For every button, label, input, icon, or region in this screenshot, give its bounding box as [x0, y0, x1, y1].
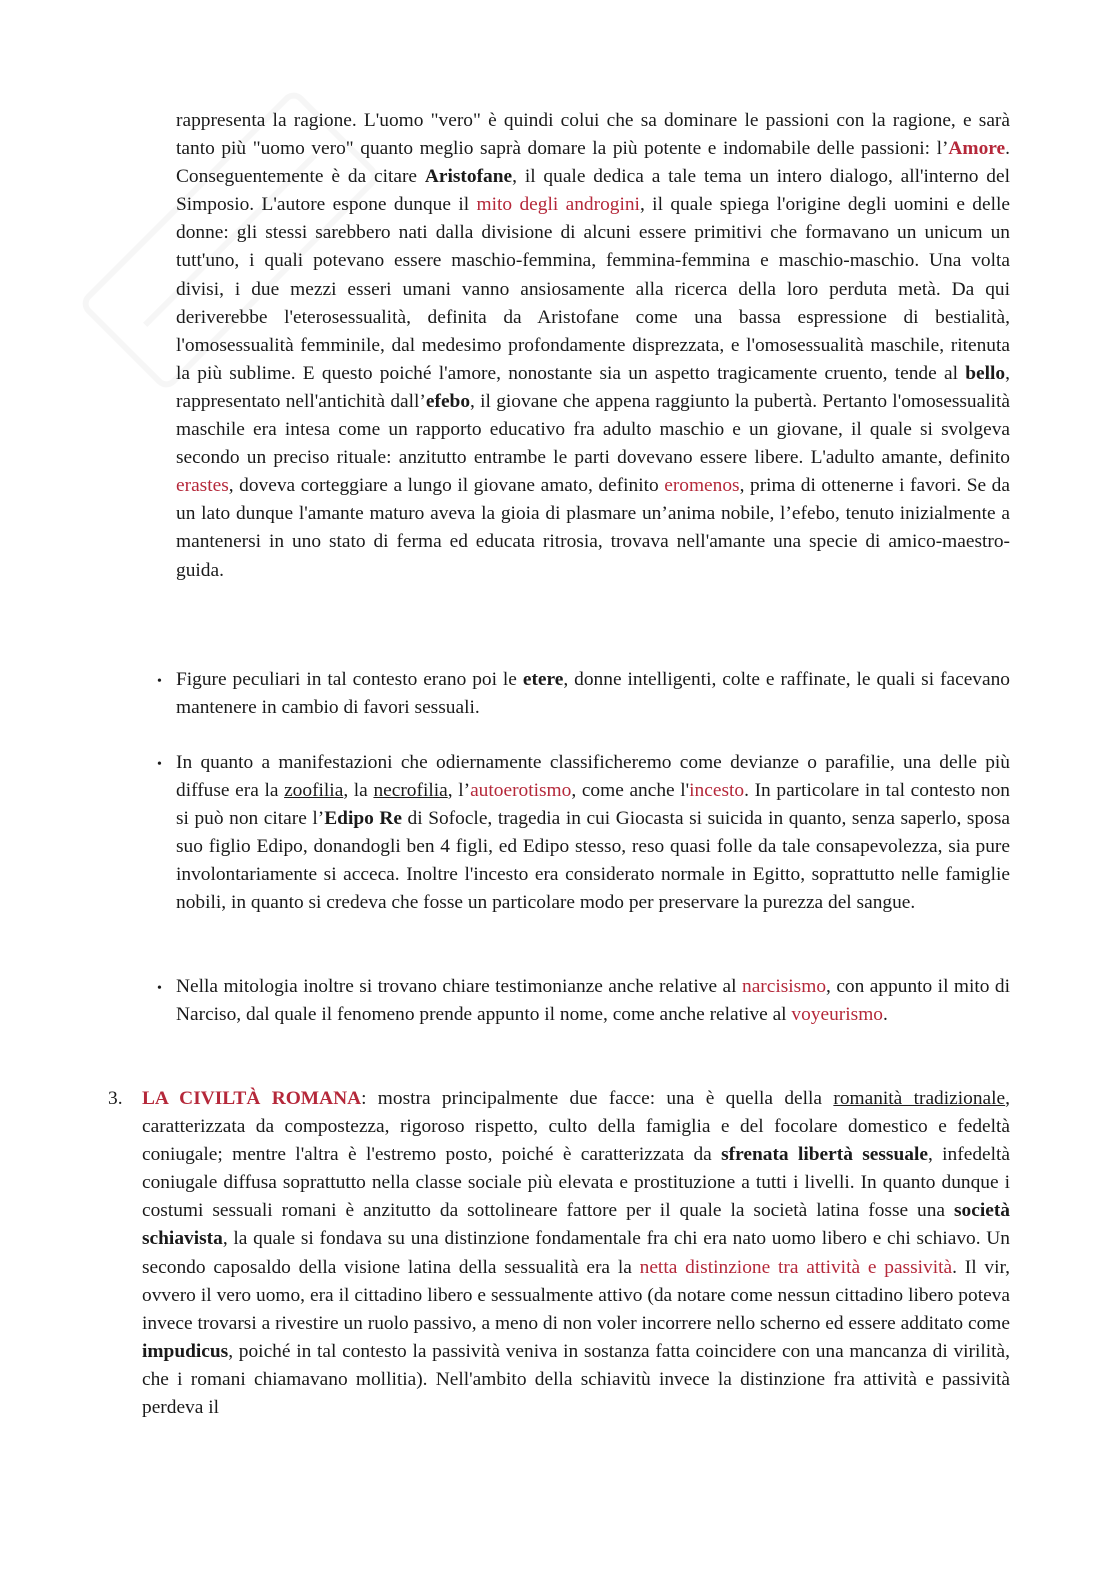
text-span: , rappresentato nell'antichità dall’: [176, 362, 1010, 412]
term-bello: bello: [965, 362, 1006, 384]
text-span: , prima di ottenerne i favori. Se da un lato dunque l'amante maturo aveva la gioia di plasmare un’anima nobile, l’efebo, tenuto inizialmente a mantenersi in uno stato di ferma ed educata ritrosia, trovava nell'amante una specie di amico-maestro-guida.: [176, 475, 1010, 581]
term-incesto: incesto: [689, 780, 745, 802]
term-amore: Amore: [948, 138, 1006, 160]
text-span: , infedeltà coniugale diffusa soprattutto nella classe sociale più elevata e prostituzione a tutti i livelli. In quanto dunque i costumi sessuali romani è anzitutto da sottolineare fattore per il quale la società latina fosse una: [142, 1144, 1010, 1222]
section-title: LA CIVILTÀ ROMANA: [142, 1088, 362, 1109]
term-zoofilia: zoofilia: [284, 780, 344, 802]
bullet-item-etere: [176, 666, 1010, 722]
text-span: . Conseguentemente è da citare: [176, 138, 1010, 188]
term-necrofilia: necrofilia: [373, 780, 448, 802]
term-eromenos: eromenos: [664, 475, 740, 497]
text-span: . In particolare in tal contesto non si può non citare l’: [176, 780, 1010, 830]
text-span: Figure peculiari in tal contesto erano poi le: [176, 669, 523, 690]
text-span: di Sofocle, tragedia in cui Giocasta si suicida in quanto, senza saperlo, sposa suo figlio Edipo, donandogli ben 4 figli, ed Edipo stesso, reso quasi folle da tale consapevolezza, sia pure involontariamente si acceca. Inoltre l'incesto era considerato normale in Egitto, soprattutto nelle famiglie nobili, in quanto si credeva che fosse un particolare modo per preservare la purezza del sangue.: [176, 808, 1010, 914]
bullet-marker: •: [157, 757, 162, 772]
text-span: : mostra principalmente due facce: una è quella della: [361, 1088, 834, 1109]
term-voyeurismo: voyeurismo: [791, 1004, 883, 1026]
term-impudicus: impudicus: [142, 1340, 229, 1362]
text-span: , poiché in tal contesto la passività veniva in sostanza fatta coincidere con una mancanza di virilità, che i romani chiamavano mollitia). Nell'ambito della schiavitù invece la distinzione fra attività e passività perdeva il: [142, 1340, 1010, 1419]
term-netta-distinzione: netta distinzione tra attività e passività: [639, 1256, 953, 1278]
text-span: , il quale spiega l'origine degli uomini e delle donne: gli stessi sarebbero nati dalla divisione di alcuni essere primitivi che formavano un unicum un tutt'uno, i quali potevano essere maschio-femmina, femmina-femmina e maschio-maschio. Una volta divisi, i due mezzi esseri umani vanno ansiosamente alla ricerca della loro perduta metà. Da qui deriverebbe l'eterosessualità, definita da Aristofane come una bassa espressione di bestialità, l'omosessualità femminile, dal medesimo profondamente disprezzata, e l'omosessualità maschile, ritenuta la più sublime. E questo poiché l'amore, nonostante sia un aspetto tragicamente cruento, tende al: [176, 194, 1010, 384]
text-span: , la quale si fondava su una distinzione fondamentale fra chi era nato uomo libero e chi schiavo. Un secondo caposaldo della visione latina della sessualità era la: [142, 1228, 1010, 1278]
term-erastes: erastes: [176, 475, 229, 497]
text-span: , donne intelligenti, colte e raffinate, le quali si facevano mantenere in cambio di favori sessuali.: [176, 669, 1010, 719]
bullet-marker: •: [157, 981, 162, 996]
text-span: Nella mitologia inoltre si trovano chiare testimonianze anche relative al: [176, 976, 742, 997]
paragraph-greek-love: [176, 107, 1010, 585]
bullet-item-parafilie: [176, 749, 1010, 918]
text-span: , con appunto il mito di Narciso, dal quale il fenomeno prende appunto il nome, come anche relative al: [176, 976, 1010, 1026]
term-mito-androgini: mito degli androgini: [476, 194, 640, 216]
text-span: In quanto a manifestazioni che odiernamente classificheremo come devianze o parafilie, una delle più diffuse era la: [176, 752, 1010, 802]
section-civilta-romana: [142, 1085, 1010, 1422]
text-span: , caratterizzata da compostezza, rigoroso rispetto, culto della famiglia e del focolare domestico e fedeltà coniugale; mentre l'altra è l'estremo posto, poiché è caratterizzata da: [142, 1088, 1010, 1166]
text-span: rappresenta la ragione. L'uomo "vero" è quindi colui che sa dominare le passioni con la ragione, e sarà tanto più "uomo vero" quanto meglio saprà domare la più potente e indomabile delle passioni: l’: [176, 110, 1010, 160]
term-societa-schiavista: società schiavista: [142, 1200, 1010, 1250]
term-etere: etere: [522, 669, 564, 690]
text-span: , l’: [447, 780, 471, 802]
term-autoerotismo: autoerotismo: [470, 780, 572, 802]
text-span: .: [882, 1004, 888, 1026]
term-narcisismo: narcisismo: [742, 976, 827, 997]
section-number: 3.: [108, 1088, 123, 1109]
text-span: , il quale dedica a tale tema un intero dialogo, all'interno del Simposio. L'autore espone dunque il: [176, 166, 1010, 216]
term-aristofane: Aristofane: [424, 166, 513, 188]
text-span: . Il vir, ovvero il vero uomo, era il cittadino libero e sessualmente attivo (da notare come nessun cittadino libero poteva invece trovarsi a rivestire un ruolo passivo, a meno di non voler incorrere nello scherno ed essere additato come: [142, 1256, 1010, 1334]
term-romanita-tradizionale: romanità tradizionale: [833, 1088, 1006, 1109]
bullet-item-narcisismo: [176, 973, 1010, 1029]
text-span: , la: [343, 780, 374, 802]
text-span: , doveva corteggiare a lungo il giovane amato, definito: [228, 475, 665, 497]
term-efebo: efebo: [425, 390, 471, 412]
bullet-marker: •: [157, 674, 162, 689]
text-span: , il giovane che appena raggiunto la pubertà. Pertanto l'omosessualità maschile era intesa come un rapporto educativo fra adulto maschio e un giovane, il quale si svolgeva secondo un preciso rituale: anzitutto entrambe le parti dovevano essere libere. L'adulto amante, definito: [176, 390, 1010, 469]
term-sfrenata-liberta: sfrenata libertà sessuale: [721, 1144, 928, 1166]
text-span: , come anche l': [571, 780, 690, 802]
term-edipo-re: Edipo Re: [324, 808, 402, 830]
